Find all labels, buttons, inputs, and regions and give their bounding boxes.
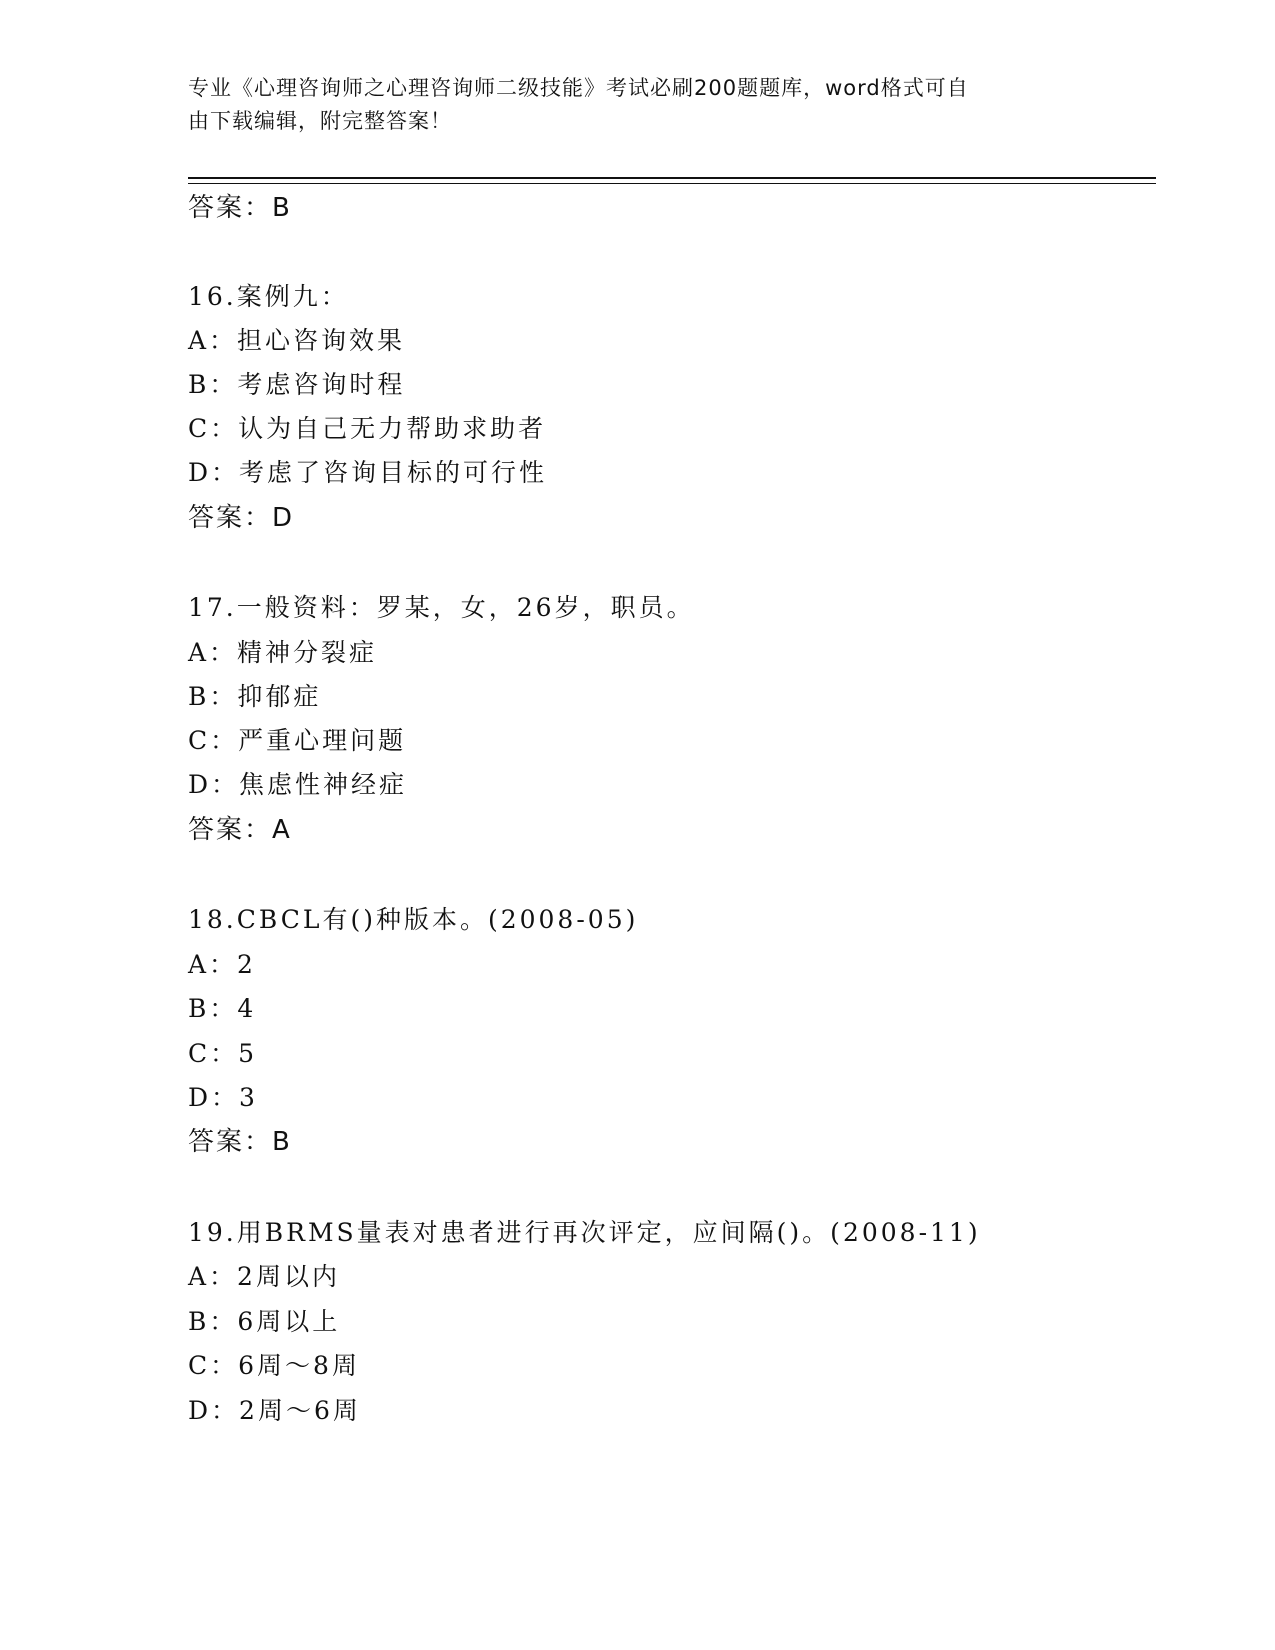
answer-label: 答案：A [188, 815, 292, 845]
option-b: B：抑郁症 [188, 682, 322, 711]
option-d: D：3 [188, 1083, 258, 1112]
option-a: A：2周以内 [188, 1262, 340, 1291]
option-d: D：焦虑性神经症 [188, 770, 408, 799]
header-line-1: 专业《心理咨询师之心理咨询师二级技能》考试必刷200题题库，word格式可自 [188, 76, 969, 100]
question-stem: 16.案例九： [188, 282, 349, 311]
option-d: D：2周～6周 [188, 1396, 361, 1425]
header-line-2: 由下载编辑，附完整答案！ [188, 109, 452, 133]
answer-label: 答案：D [188, 503, 295, 533]
option-c: C：严重心理问题 [188, 726, 407, 755]
option-d: D：考虑了咨询目标的可行性 [188, 458, 548, 487]
question-stem: 18.CBCL有()种版本。(2008-05) [188, 905, 639, 934]
question-stem: 17.一般资料：罗某，女，26岁，职员。 [188, 593, 695, 622]
question-stem: 19.用BRMS量表对患者进行再次评定，应间隔()。(2008-11) [188, 1218, 981, 1247]
option-b: B：4 [188, 994, 257, 1023]
answer-label: 答案：B [188, 1127, 292, 1157]
document-header [188, 72, 1088, 138]
option-c: C：6周～8周 [188, 1351, 360, 1380]
option-c: C：认为自己无力帮助求助者 [188, 414, 547, 443]
option-a: A：精神分裂症 [188, 638, 378, 667]
option-b: B：考虑咨询时程 [188, 370, 406, 399]
answer-label: 答案：B [188, 193, 292, 223]
option-b: B：6周以上 [188, 1307, 341, 1336]
option-c: C：5 [188, 1039, 258, 1068]
option-a: A：2 [188, 950, 256, 979]
header-divider-thin [188, 183, 1156, 184]
header-divider-thick [188, 177, 1156, 179]
option-a: A：担心咨询效果 [188, 326, 406, 355]
